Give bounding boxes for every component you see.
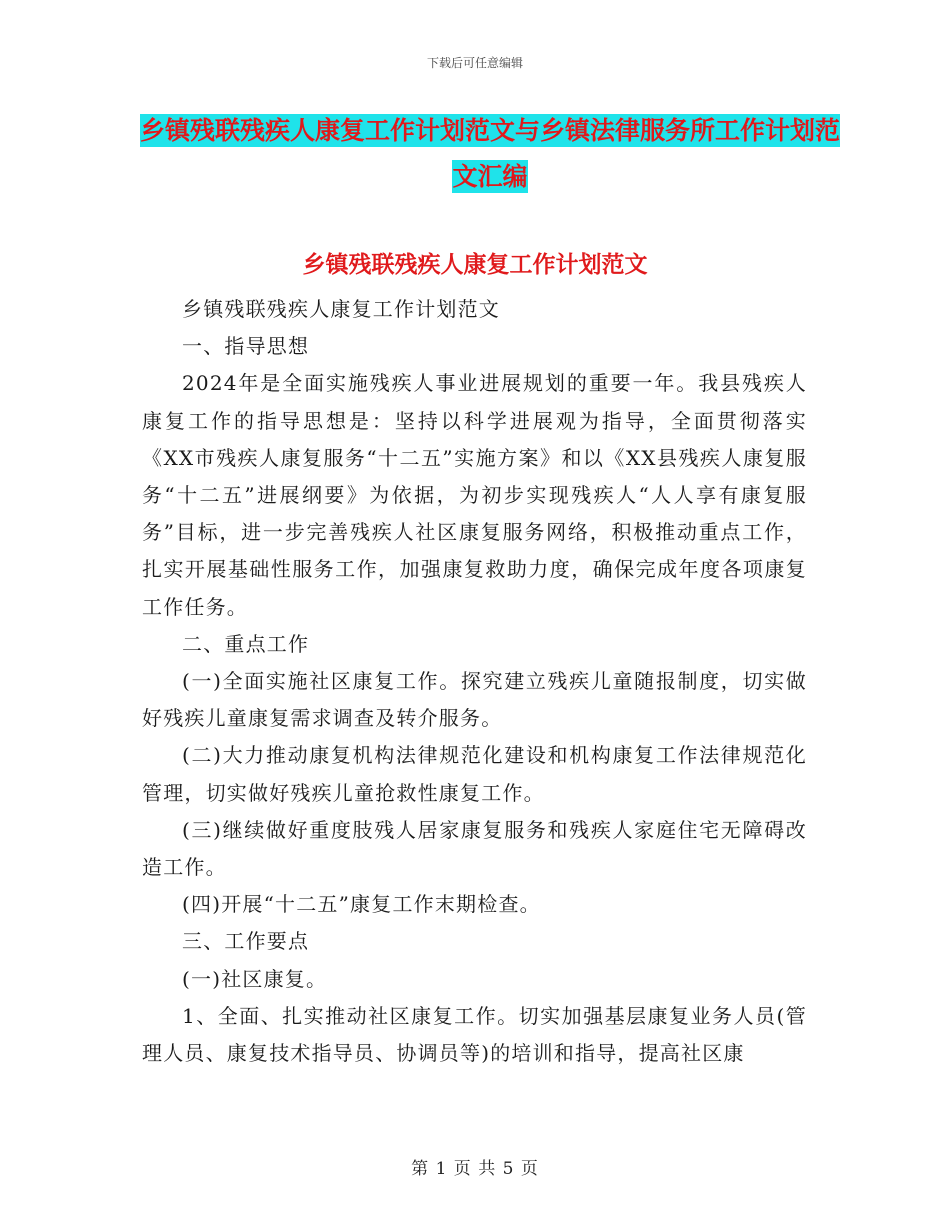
header-note: 下载后可任意编辑 bbox=[426, 56, 523, 70]
section-title: 乡镇残联残疾人康复工作计划范文 bbox=[302, 252, 648, 278]
paragraph: 乡镇残联残疾人康复工作计划范文 bbox=[182, 297, 500, 321]
document-title-text: 乡镇残联残疾人康复工作计划范文与乡镇法律服务所工作计划范文汇编 bbox=[140, 116, 841, 191]
paragraph: 二、重点工作 bbox=[182, 631, 310, 656]
paragraph: (三)继续做好重度肢残人居家康复服务和残疾人家庭住宅无障碍改造工作。 bbox=[142, 817, 807, 880]
paragraph: (四)开展“十二五”康复工作末期检查。 bbox=[182, 892, 541, 917]
paragraph: (一)全面实施社区康复工作。探究建立残疾儿童随报制度，切实做好残疾儿童康复需求调查及转介服务。 bbox=[142, 669, 807, 731]
paragraph: (二)大力推动康复机构法律规范化建设和机构康复工作法律规范化管理，切实做好残疾儿童抢救性康复工作。 bbox=[142, 743, 807, 805]
document-title bbox=[140, 108, 840, 200]
page-number: 第 1 页 共 5 页 bbox=[411, 1159, 539, 1179]
paragraph: (一)社区康复。 bbox=[182, 966, 328, 991]
paragraph: 2024年是全面实施残疾人事业进展规划的重要一年。我县残疾人康复工作的指导思想是：坚持以科学进展观为指导，全面贯彻落实《XX市残疾人康复服务“十二五”实施方案》和以《XX县残疾人康复服务“十二五”进展纲要》为依据，为初步实现残疾人“人人享有康复服务”目标，进一步完善残疾人社区康复服务网络，积极推动重点工作，扎实开展基础性服务工作，加强康复救助力度，确保完成年度各项康复工作任务。 bbox=[142, 371, 807, 619]
paragraph: 一、指导思想 bbox=[182, 334, 310, 359]
document-body bbox=[142, 291, 807, 1072]
paragraph: 三、工作要点 bbox=[182, 929, 310, 954]
paragraph: 1、全面、扎实推动社区康复工作。切实加强基层康复业务人员(管理人员、康复技术指导员、协调员等)的培训和指导，提高社区康 bbox=[142, 1003, 807, 1066]
